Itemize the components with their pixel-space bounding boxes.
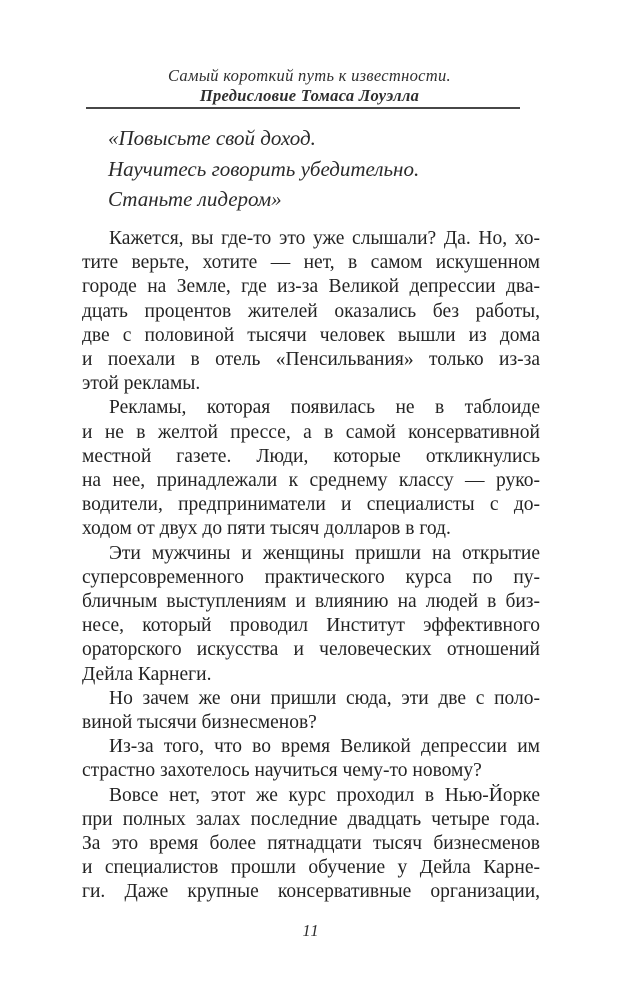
body-line: ходом от двух до пяти тысяч долларов в год. — [82, 518, 451, 540]
page-number: 11 — [302, 921, 320, 940]
body-line: городе на Земле, где из-за Великой депрессии два- — [82, 276, 540, 298]
body-line: За это время более пятнадцати тысяч бизнесменов — [82, 833, 540, 855]
body-line: местной газете. Люди, которые откликнулись — [82, 445, 540, 467]
body-line: страстно захотелось научиться чему-то новому? — [82, 760, 482, 782]
body-line: Но зачем же они пришли сюда, эти две с поло- — [109, 687, 540, 709]
body-line: при полных залах последние двадцать четыре года. — [82, 808, 540, 830]
body-line: бличным выступлениям и влиянию на людей в биз- — [82, 591, 540, 613]
epigraph — [108, 123, 419, 215]
body-line: Рекламы, которая появилась не в таблоиде — [109, 397, 540, 419]
running-head-title: Самый короткий путь к известности. — [168, 66, 451, 85]
body-line: Эти мужчины и женщины пришли на открытие — [109, 542, 540, 564]
body-line: и не в желтой прессе, а в самой консервативной — [82, 421, 540, 443]
body-line: этой рекламы. — [82, 373, 201, 395]
body-line: ораторского искусства и человеческих отношений — [82, 639, 540, 661]
body-line: на нее, принадлежали к среднему классу — руко- — [82, 470, 540, 492]
body-line: и специалистов прошли обучение у Дейла Карне- — [82, 857, 540, 879]
running-head — [0, 66, 619, 106]
epigraph-line: «Повысьте свой доход. — [108, 126, 316, 150]
epigraph-line: Станьте лидером» — [108, 187, 282, 211]
body-line: Кажется, вы где-то это уже слышали? Да. Но, хо- — [109, 228, 540, 249]
body-line: Дейла Карнеги. — [82, 663, 212, 685]
body-line: несе, который проводил Институт эффективного — [82, 615, 540, 637]
body-line: и поехали в отель «Пенсильвания» только из-за — [82, 349, 540, 371]
epigraph-line: Научитесь говорить убедительно. — [108, 156, 420, 181]
running-head-subtitle: Предисловие Томаса Лоуэлла — [199, 86, 420, 105]
body-line: дцать процентов жителей оказались без работы, — [82, 300, 540, 322]
body-line: тите верьте, хотите — нет, в самом искушенном — [82, 252, 540, 274]
body-line: ги. Даже крупные консервативные организации, — [82, 881, 540, 903]
body-line: Из-за того, что во время Великой депрессии им — [109, 736, 540, 758]
body-line: водители, предприниматели и специалисты с до- — [82, 494, 540, 516]
body-line: суперсовременного практического курса по пу- — [82, 566, 540, 588]
header-rule — [86, 107, 520, 109]
body-line: виной тысячи бизнесменов? — [82, 712, 317, 734]
body-line: две с половиной тысячи человек вышли из дома — [82, 324, 540, 346]
body-text — [82, 227, 540, 905]
body-line: Вовсе нет, этот же курс проходил в Нью-Йорке — [109, 784, 540, 806]
